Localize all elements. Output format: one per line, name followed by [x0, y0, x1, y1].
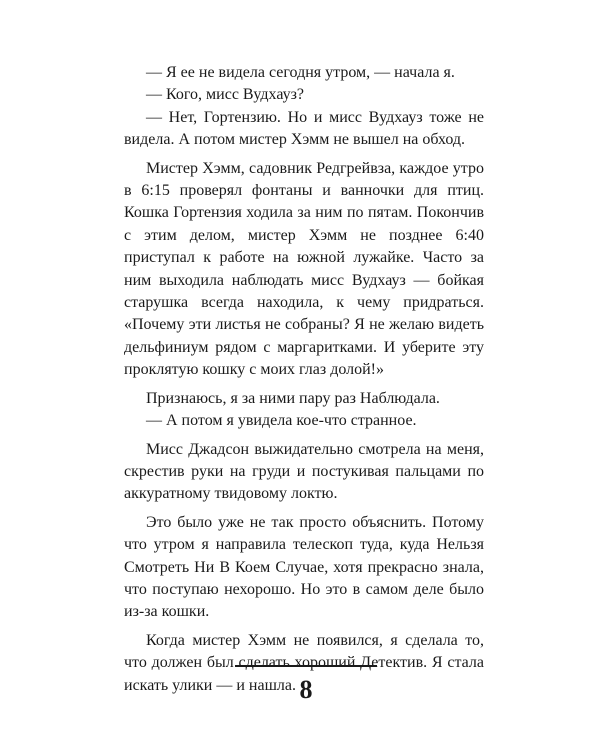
paragraph-2: — Кого, мисс Вудхауз? [146, 86, 305, 104]
paragraph-4: Мистер Хэмм, садовник Редгрейвза, каждое утро в 6:15 проверял фонтаны и ванночки для птиц. Кошка Гортензия ходила за ним по пятам. Покончив с этим делом, мистер Хэмм не позднее 6:40 приступал к работе на южной лужайке. Часто за ним выходила наблюдать мисс Вудхауз — бойкая старушка всегда находила, к чему придраться. «Почему эти листья не собраны? Я не желаю видеть дельфиниум рядом с маргаритками. И уберите эту проклятую кошку с моих глаз долой!» [124, 159, 484, 379]
paragraph-8: Это было уже не так просто объяснить. Потому что утром я направила телескоп туда, куда Нельзя Смотреть Ни В Коем Случае, хотя прекрасно знала, что поступаю нехорошо. Но это в самом деле было из-за кошки. [124, 513, 484, 621]
page-number: 8 [299, 675, 313, 704]
body-text [124, 62, 484, 697]
paragraph-6: — А потом я увидела кое-что странное. [146, 412, 417, 430]
paragraph-9: Когда мистер Хэмм не появился, я сделала то, что должен был сделать хороший Детектив. Я стала искать улики — и нашла. [124, 631, 484, 694]
footer-rule [235, 665, 377, 667]
paragraph-5: Признаюсь, я за ними пару раз Наблюдала. [146, 389, 440, 407]
paragraph-3: — Нет, Гортензию. Но и мисс Вудхауз тоже не видела. А потом мистер Хэмм не вышел на обход. [124, 108, 484, 149]
paragraph-1: — Я ее не видела сегодня утром, — начала я. [146, 64, 455, 81]
paragraph-7: Мисс Джадсон выжидательно смотрела на меня, скрестив руки на груди и постукивая пальцами по аккуратному твидовому локтю. [124, 440, 484, 503]
